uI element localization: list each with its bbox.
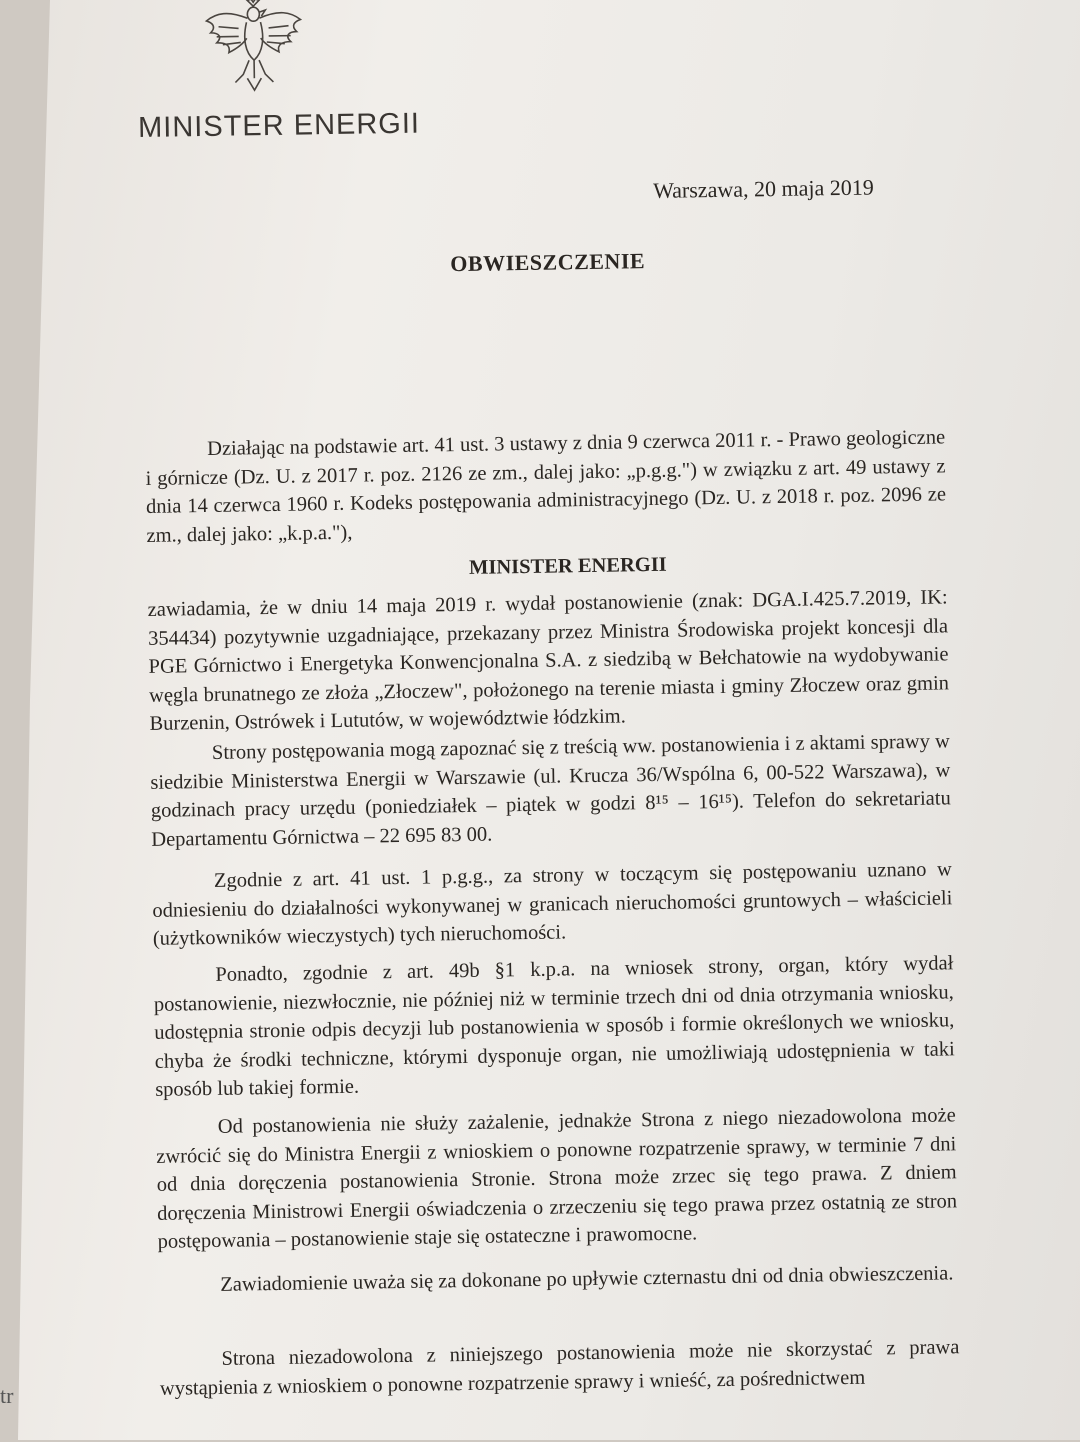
polish-eagle-icon xyxy=(198,0,309,94)
paragraph-copy-request: Ponadto, zgodnie z art. 49b §1 k.p.a. na wniosek strony, organ, który wydał postanowienie, niezwłocznie, nie później niż w terminie trzech dni od dnia otrzymania wniosku, udostępnia stronie odpis decyzji lub postanowienia w sposób i formie określonych we wniosku, chyba że środki techniczne, którymi dysponuje organ, nie umożliwiają udostępnienia w taki sposób lub takiej formie. xyxy=(153,952,955,1101)
minister-heading: MINISTER ENERGII xyxy=(468,553,667,579)
paragraph-access: Strony postępowania mogą zapoznać się z treścią ww. postanowienia i z aktami sprawy w siedzibie Ministerstwa Energii w Warszawie (ul. Krucza 36/Wspólna 6, 00-522 Warszawa), w godzinach pracy urzędu (poniedziałek – piątek w godzi 8¹⁵ – 16¹⁵). Telefon do sekretariatu Departamentu Górnictwa – 22 695 83 00. xyxy=(150,730,951,851)
paragraph-complaint: Strona niezadowolona z niniejszego postanowienia może nie skorzystać z prawa wystąpienia z wnioskiem o ponowne rozpatrzenie sprawy i wnieść, za pośrednictwem xyxy=(159,1336,960,1400)
paragraph-parties: Zgodnie z art. 41 ust. 1 p.g.g., za strony w toczącym się postępowaniu uznano w odniesieniu do działalności wykonywanej w granicach nieruchomości gruntowych – właścicieli (użytkowników wieczystych) tych nieruchomości. xyxy=(152,858,953,950)
paragraph-effect: Zawiadomienie uważa się za dokonane po upływie czternastu dni od dnia obwieszczenia. xyxy=(220,1262,954,1296)
ministry-header: MINISTER ENERGII xyxy=(137,107,421,145)
intro-paragraph: Działając na podstawie art. 41 ust. 3 ustawy z dnia 9 czerwca 2011 r. - Prawo geologiczne i górnicze (Dz. U. z 2017 r. poz. 2126 ze zm., dalej jako: „p.g.g.") w związku z art. 49 ustawy z dnia 14 czerwca 1960 r. Kodeks postępowania administracyjnego (Dz. U. z 2018 r. poz. 2096 ze zm., dalej jako: „k.p.a."), xyxy=(145,426,947,547)
paragraph-appeal: Od postanowienia nie służy zażalenie, jednakże Strona z niego niezadowolona może zwrócić się do Ministra Energii z wnioskiem o ponowne rozpatrzenie sprawy, w terminie 7 dni od dnia doręczenia postanowienia Stronie. Strona może zrzec się tego prawa. Z dniem doręczenia Ministrowi Energii oświadczenia o zrzeczeniu się tego prawa przez ostatnią ze stron postępowania – postanowienie staje się ostateczne i prawomocne. xyxy=(156,1104,958,1253)
paragraph-notification: zawiadamia, że w dniu 14 maja 2019 r. wydał postanowienie (znak: DGA.I.425.7.2019, IK: 354434) pozytywnie uzgadniające, przekazany przez Ministra Środowiska projekt koncesji dla PGE Górnictwo i Energetyka Konwencjonalna S.A. z siedzibą w Bełchatowie na wydobywanie węgla brunatnego ze złoża „Złoczew", położonego na terenie miasta i gminy Złoczew oraz gmin Burzenin, Ostrówek i Lututów, w województwie łódzkim. xyxy=(147,586,950,735)
document-title: OBWIESZCZENIE xyxy=(450,248,646,277)
background-page-fragment: tr xyxy=(0,1383,14,1408)
place-date: Warszawa, 20 maja 2019 xyxy=(652,174,874,203)
